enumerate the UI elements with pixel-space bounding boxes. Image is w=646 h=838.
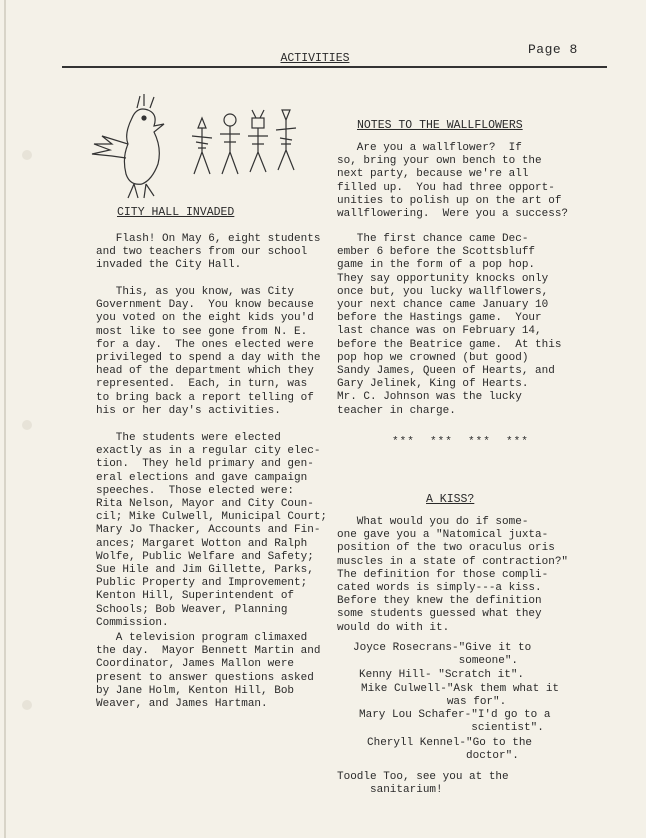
article-paragraph: Flash! On May 6, eight students and two teachers from our school invaded the City Hall. <box>96 233 321 272</box>
article-paragraph: What would you do if some- one gave you a "Natomical juxta- position of the two oraculus oris muscles in a state of contraction?" The definition for those compli- cated words is simply---a kiss. Before they knew the definition some students guessed what they would do with it. <box>337 516 569 634</box>
quote-item: Mary Lou Schafer-"I'd go to a scientist". <box>359 709 551 735</box>
wallflowers-heading: NOTES TO THE WALLFLOWERS <box>357 119 523 132</box>
quote-item: Joyce Rosecrans-"Give it to someone". <box>353 642 532 668</box>
bird-and-figures-illustration <box>82 88 332 200</box>
article-paragraph: Are you a wallflower? If so, bring your own bench to the next party, because we're all filled up. You had three opport- unities to polish up on the art of wallflowering. Were you a success? <box>337 142 569 221</box>
article-paragraph: A television program climaxed the day. Mayor Bennett Martin and Coordinator, James Mallon were present to answer questions asked by Jane Holm, Kenton Hill, Bob Weaver, and James Hartman. <box>96 632 321 711</box>
city-hall-heading: CITY HALL INVADED <box>117 206 235 219</box>
kiss-heading: A KISS? <box>426 493 475 506</box>
article-paragraph: This, as you know, was City Government Day. You know because you voted on the eight kids you'd most like to see gone from N. E. for a day. The ones elected were privileged to spend a day with the head of the department which they represented. Each, in turn, was to bring back a report telling of his or her day's activities. <box>96 286 321 417</box>
article-paragraph: The students were elected exactly as in a regular city elec- tion. They held primary and gen- eral elections and gave campaign speeches. Those elected were: Rita Nelson, Mayor and City Coun- cil; Mike Culwell, Municipal Court; Mary Jo Thacker, Accounts and Fin- ances; Margaret Wotton and Ralph Wolfe, Public Welfare and Safety; Sue Hile and Jim Gillette, Parks, Public Property and Improvement; Kenton Hill, Superintendent of Schools; Bob Weaver, Planning Commission. <box>96 432 328 629</box>
punch-hole <box>22 150 32 160</box>
page-edge <box>4 0 6 838</box>
section-title: ACTIVITIES <box>280 52 350 65</box>
punch-hole <box>22 700 32 710</box>
article-paragraph: The first chance came Dec- ember 6 before the Scottsbluff game in the form of a pop hop. They say opportunity knocks only once but, you lucky wallflowers, your next chance came January 10 before the Hastings game. Your last chance was on February 14, before the Beatrice game. At this pop hop we crowned (but good) Sandy James, Queen of Hearts, and Gary Jelinek, King of Hearts. Mr. C. Johnson was the lucky teacher in charge. <box>337 233 562 417</box>
quote-item: Kenny Hill- "Scratch it". <box>359 669 525 681</box>
quote-item: Cheryll Kennel-"Go to the doctor". <box>367 737 533 763</box>
punch-hole <box>22 420 32 430</box>
header-rule <box>62 66 607 68</box>
quote-item: Mike Culwell-"Ask them what it was for". <box>361 683 560 709</box>
closing-line: Toodle Too, see you at the sanitarium! <box>337 771 509 797</box>
page-number: Page 8 <box>528 42 578 57</box>
section-separator: *** *** *** *** <box>392 436 529 448</box>
